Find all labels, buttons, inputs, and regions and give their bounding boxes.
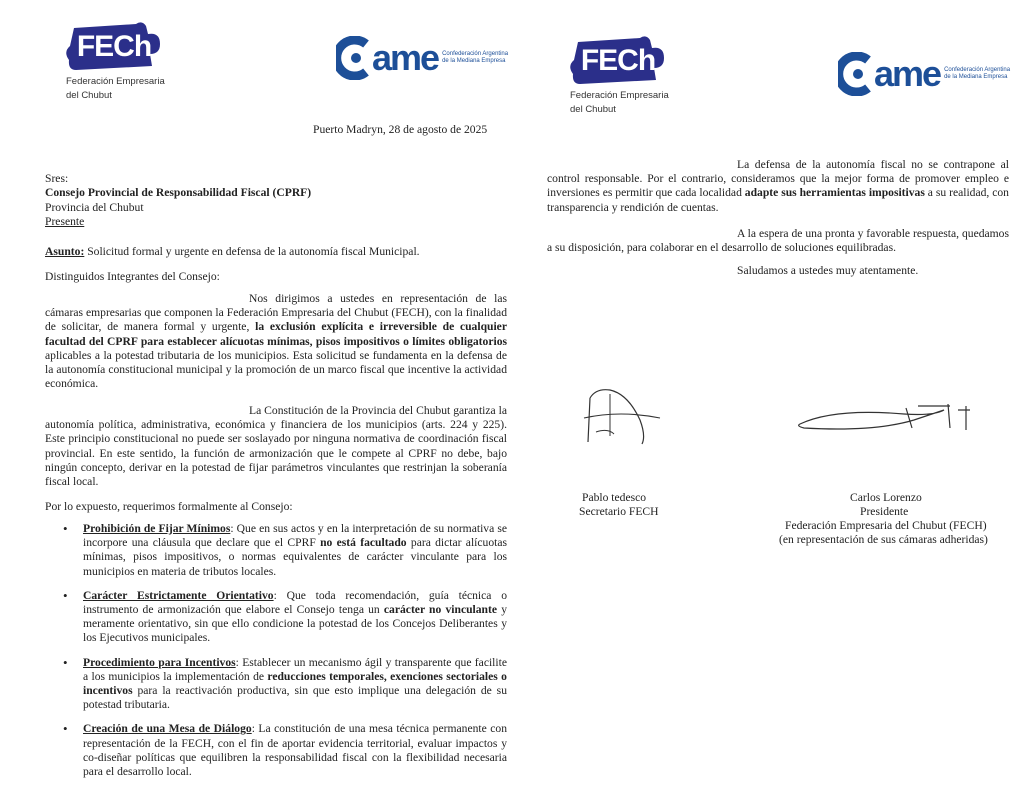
request-item: • Prohibición de Fijar Mínimos: Que en sus actos y en la interpretación de su normativa se incorpore una cláusula que declare que el CPRF no está facultado para dictar alícuotas mínimas, pisos impositivos, o normas equivalentes de carácter vinculante para los municipios en materia de tributos locales. — [45, 522, 507, 579]
came-tagline-2: de la Mediana Empresa — [442, 58, 506, 64]
fech-logo — [66, 20, 165, 102]
letter-page-2 — [528, 0, 1024, 808]
presente: Presente — [45, 215, 85, 228]
paragraph-5: A la espera de una pronta y favorable respuesta, quedamos a su disposición, para colaborar en el desarrollo de soluciones equilibradas. — [547, 227, 1009, 255]
came-mark: ame — [874, 53, 941, 94]
request-item: • Creación de una Mesa de Diálogo: La constitución de una mesa técnica permanente con representación de la FECH, con el fin de aportar evidencia territorial, evaluar impactos y co-diseñar políticas que equilibren la responsabilidad fiscal con la flexibilidad necesaria para el desarrollo local. — [45, 722, 507, 779]
fech-mark: FECh — [580, 44, 656, 77]
came-tagline-1: Confederación Argentina — [442, 51, 509, 57]
signer-2-name: Carlos Lorenzo — [850, 491, 922, 504]
came-mark: ame — [372, 37, 439, 78]
fech-subtitle-2: del Chubut — [570, 104, 616, 115]
request-item: • Procedimiento para Incentivos: Establecer un mecanismo ágil y transparente que facilite a los municipios la implementación de reducciones temporales, exenciones sectoriales o incentivos para la reactivación productiva, sin que esto implique una delegación de su potestad tributaria. — [45, 656, 507, 713]
came-logo — [838, 52, 1010, 96]
fech-logo — [570, 34, 669, 116]
signature-1-image — [580, 384, 664, 450]
closing: Saludamos a ustedes muy atentamente. — [737, 264, 919, 277]
signer-1-role: Secretario FECH — [579, 505, 659, 518]
signer-2-org: Federación Empresaria del Chubut (FECH) — [785, 519, 987, 532]
signer-2-note: (en representación de sus cámaras adheridas) — [779, 533, 988, 546]
came-c-icon — [838, 52, 874, 96]
signer-2-role: Presidente — [860, 505, 909, 518]
fech-mark: FECh — [76, 30, 152, 63]
place-date: Puerto Madryn, 28 de agosto de 2025 — [313, 123, 488, 136]
fech-subtitle-1: Federación Empresaria — [570, 90, 669, 101]
subject-line: Asunto: Solicitud formal y urgente en defensa de la autonomía fiscal Municipal. — [45, 245, 420, 258]
signature-2-image — [794, 398, 976, 438]
salutation: Sres: — [45, 172, 69, 185]
recipient-org: Consejo Provincial de Responsabilidad Fiscal (CPRF) — [45, 186, 312, 199]
came-c-icon — [336, 36, 372, 80]
request-item: • Carácter Estrictamente Orientativo: Que toda recomendación, guía técnica o instrumento de armonización que elabore el Consejo tenga un carácter no vinculante y meramente orientativo, sin que ello condicione la potestad de los Concejos Deliberantes y los Ejecutivos municipales. — [45, 589, 507, 646]
greeting: Distinguidos Integrantes del Consejo: — [45, 270, 220, 283]
paragraph-4: La defensa de la autonomía fiscal no se contrapone al control responsable. Por el contrario, consideramos que la mejor forma de promover empleo e inversiones es permitir que cada localidad adapte sus herramientas impositivas a su realidad, con transparencia y rendición de cuentas. — [547, 158, 1009, 214]
came-tagline-2: de la Mediana Empresa — [944, 74, 1008, 80]
came-tagline-1: Confederación Argentina — [944, 67, 1011, 73]
recipient-province: Provincia del Chubut — [45, 201, 144, 214]
signer-1-name: Pablo tedesco — [582, 491, 647, 504]
fech-subtitle-2: del Chubut — [66, 90, 112, 101]
came-logo — [336, 36, 508, 80]
paragraph-2: La Constitución de la Provincia del Chubut garantiza la autonomía política, administrativa, económica y financiera de los municipios (arts. 224 y 225). Este principio constitucional no puede ser soslayado por ninguna normativa de coordinación fiscal provincial. En este sentido, la función de armonización que le compete al CPRF no debe, bajo ningún concepto, derivar en la potestad de fijar parámetros vinculantes que restrinjan la soberanía fiscal local. — [45, 404, 507, 489]
paragraph-3: Por lo expuesto, requerimos formalmente al Consejo: — [45, 500, 293, 513]
paragraph-1: Nos dirigimos a ustedes en representación de las cámaras empresarias que componen la Federación Empresaria del Chubut (FECH), con la finalidad de solicitar, de manera formal y urgente, la exclusión explícita e irreversible de cualquier facultad del CPRF para establecer alícuotas mínimas, pisos impositivos o límites obligatorios aplicables a la potestad tributaria de los municipios. Esta solicitud se fundamenta en la defensa de la autonomía constitucional municipal y la promoción de un marco fiscal que incentive la actividad económica. — [45, 292, 507, 391]
fech-subtitle-1: Federación Empresaria — [66, 76, 165, 87]
request-list — [45, 522, 507, 779]
